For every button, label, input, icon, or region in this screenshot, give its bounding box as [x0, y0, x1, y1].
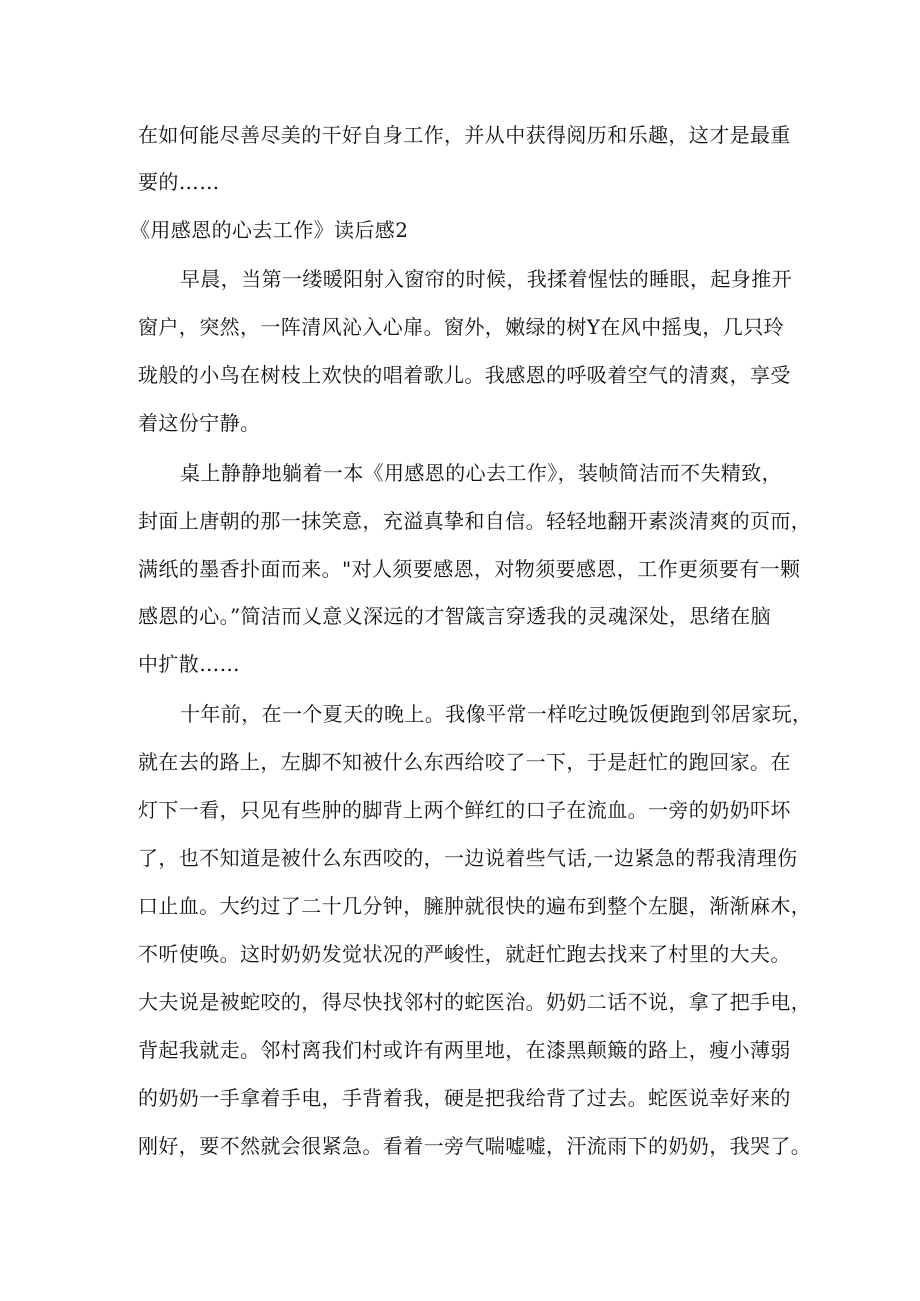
paragraph-3-line: 大夫说是被蛇咬的，得尽快找邻村的蛇医治。奶奶二话不说，拿了把手电， — [138, 990, 812, 1014]
paragraph-3-line: 的奶奶一手拿着手电，手背着我，硬是把我给背了过去。蛇医说幸好来的 — [138, 1086, 791, 1110]
intro-line: 在如何能尽善尽美的干好自身工作，并从中获得阅历和乐趣，这才是最重 — [138, 123, 791, 147]
paragraph-1-line: 珑般的小鸟在树枝上欢快的唱着歌儿。我感恩的呼吸着空气的清爽，享受 — [138, 363, 791, 387]
paragraph-1-line: 窗户，突然，一阵清风沁入心扉。窗外，嫩绿的树Y在风中摇曳，几只玲 — [138, 315, 785, 339]
paragraph-2-line: 感恩的心。”简洁而乂意义深远的才智箴言穿透我的灵魂深处，思绪在脑 — [138, 604, 772, 628]
paragraph-3-line: 就在去的路上，左脚不知被什么东西给咬了一下，于是赶忙的跑回家。在 — [138, 750, 791, 774]
paragraph-1-line: 早晨，当第一缕暖阳射入窗帘的时候，我揉着惺怯的睡眼，起身推开 — [180, 267, 792, 291]
paragraph-3-line: 刚好，要不然就会很紧急。看着一旁气喘嘘嘘，汗流雨下的奶奶，我哭了。 — [138, 1134, 812, 1158]
paragraph-3-line: 灯下一看，只见有些肿的脚背上两个鲜红的口子在流血。一旁的奶奶吓坏 — [138, 798, 791, 822]
section-heading: 《用感恩的心去工作》读后感2 — [130, 218, 409, 242]
paragraph-3-line: 不听使唤。这时奶奶发觉状况的严峻性，就赶忙跑去找来了村里的大夫。 — [138, 942, 791, 966]
paragraph-1-line: 着这份宁静。 — [138, 411, 261, 435]
paragraph-2-line: 中扩散…… — [138, 652, 240, 676]
intro-line: 要的…… — [138, 170, 220, 194]
paragraph-3-line: 口止血。大约过了二十几分钟，臃肿就很快的遍布到整个左腿，渐渐麻木， — [138, 894, 812, 918]
paragraph-2-line: 满纸的墨香扑面而来。"对人须要感恩，对物须要感恩，工作更须要有一颗 — [138, 557, 801, 581]
paragraph-3-line: 十年前，在一个夏天的晚上。我像平常一样吃过晚饭便跑到邻居家玩， — [180, 702, 813, 726]
paragraph-2-line: 桌上静静地躺着一本《用感恩的心去工作》，装帧简洁而不失精致， — [180, 461, 782, 485]
paragraph-3-line: 背起我就走。邻村离我们村或许有两里地，在漆黑颠簸的路上，瘦小薄弱 — [138, 1038, 791, 1062]
paragraph-2-line: 封面上唐朝的那一抹笑意，充溢真挚和自信。轻轻地翻开素淡清爽的页而， — [138, 509, 812, 533]
paragraph-3-line: 了，也不知道是被什么东西咬的，一边说着些气话,一边紧急的帮我清理伤 — [138, 846, 798, 870]
